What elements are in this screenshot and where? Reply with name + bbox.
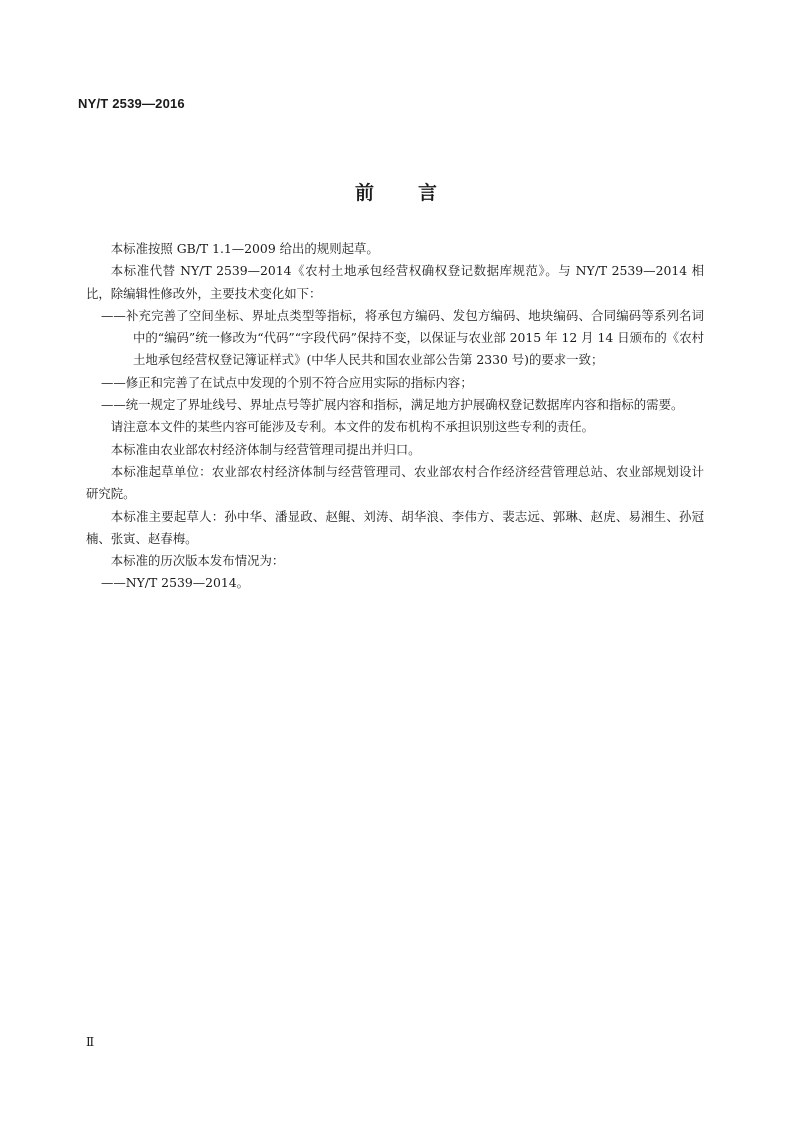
page-number: Ⅱ xyxy=(86,1035,95,1049)
title-char-2: 言 xyxy=(418,182,438,204)
document-code: NY/T 2539—2016 xyxy=(78,96,185,111)
change-item-3: —— 统一规定了界址线号、界址点号等扩展内容和指标，满足地方护展确权登记数据库内容和指标的需要。 xyxy=(86,394,704,416)
paragraph-replacement: 本标准代替 NY/T 2539—2014《农村土地承包经营权确权登记数据库规范》。与 NY/T 2539—2014 相比，除编辑性修改外，主要技术变化如下： xyxy=(86,263,704,301)
paragraph-drafters: 本标准主要起草人：孙中华、潘显政、赵鲲、刘涛、胡华浪、李伟方、裴志远、郭琳、赵虎、易湘生、孙冠楠、张寅、赵春梅。 xyxy=(86,508,704,546)
page-title xyxy=(0,178,792,205)
change-item-2: —— 修正和完善了在试点中发现的个别不符合应用实际的指标内容； xyxy=(86,372,704,394)
paragraph-drafting-rules: 本标准按照 GB/T 1.1—2009 给出的规则起草。 xyxy=(110,241,379,256)
paragraph-proposer: 本标准由农业部农村经济体制与经营管理司提出并归口。 xyxy=(110,441,421,457)
title-char-1: 前 xyxy=(354,182,374,204)
document-body xyxy=(86,238,704,595)
paragraph-patent-notice: 请注意本文件的某些内容可能涉及专利。本文件的发布机构不承担识别这些专利的责任。 xyxy=(110,419,595,435)
change-item-1: —— 补充完善了空间坐标、界址点类型等指标，将承包方编码、发包方编码、地块编码、合同编码等系列名词中的“编码”统一修改为“代码”“字段代码”保持不变，以保证与农业部 2015 年 12 月 14 日颁布的《农村土地承包经营权登记簿证样式》(中华人民共和国农业部公告第 2330 号)的要求一致； xyxy=(86,305,704,372)
paragraph-version-history: 本标准的历次版本发布情况为： xyxy=(110,553,285,569)
paragraph-drafting-units: 本标准起草单位：农业部农村经济体制与经营管理司、农业部农村合作经济经营管理总站、农业部规划设计研究院。 xyxy=(86,463,704,502)
version-item-1: —— NY/T 2539—2014。 xyxy=(86,572,704,594)
